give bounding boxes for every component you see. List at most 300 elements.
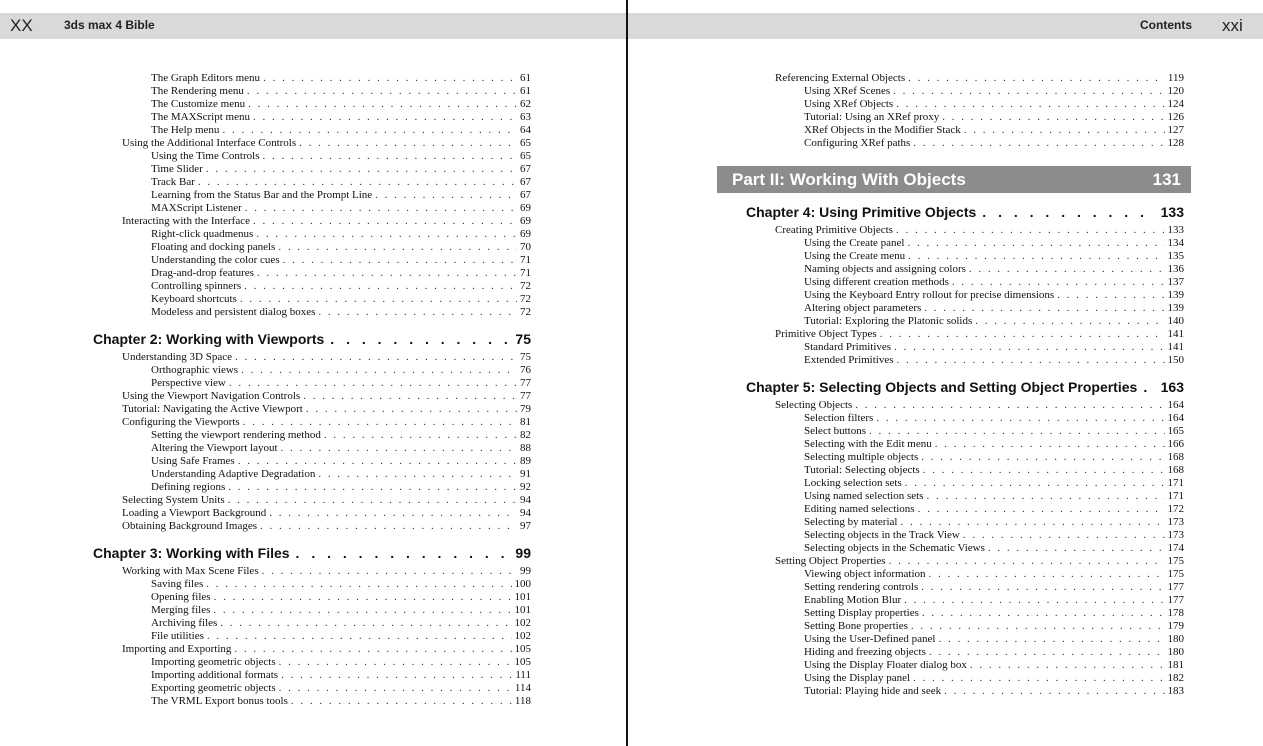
- toc-entry-title: The Help menu: [151, 124, 220, 136]
- dot-leader: [938, 633, 1164, 646]
- toc-entry-page: 61: [520, 85, 531, 97]
- dot-leader: [921, 581, 1164, 594]
- toc-entry: [93, 494, 531, 507]
- dot-leader: [262, 565, 517, 578]
- toc-entry-title: Selecting multiple objects: [804, 451, 919, 463]
- toc-entry: [93, 72, 531, 85]
- toc-entry: [746, 685, 1184, 698]
- toc-entry-title: Archiving files: [151, 617, 218, 629]
- dot-leader: [222, 124, 517, 137]
- toc-entry: [93, 403, 531, 416]
- toc-entry-page: 165: [1167, 425, 1184, 437]
- toc-entry: [746, 302, 1184, 315]
- toc-entry-title: Selecting objects in the Schematic Views: [804, 542, 985, 554]
- toc-block: [93, 351, 531, 533]
- toc-entry: [93, 390, 531, 403]
- dot-leader: [206, 163, 517, 176]
- toc-entry-page: 124: [1167, 98, 1184, 110]
- toc-entry-title: Using the Keyboard Entry rollout for precise dimensions: [804, 289, 1055, 301]
- dot-leader: [306, 403, 517, 416]
- dot-leader: [318, 306, 517, 319]
- toc-entry-page: 175: [1167, 568, 1184, 580]
- toc-entry-title: Working with Max Scene Files: [122, 565, 259, 577]
- chapter-page: 99: [515, 545, 531, 561]
- toc-entry-page: 91: [520, 468, 531, 480]
- toc-entry-title: Track Bar: [151, 176, 195, 188]
- toc-entry: [93, 137, 531, 150]
- toc-entry-title: MAXScript Listener: [151, 202, 242, 214]
- dot-leader: [256, 228, 517, 241]
- toc-column: [93, 72, 531, 708]
- dot-leader: [269, 507, 517, 520]
- toc-entry: [93, 163, 531, 176]
- toc-entry: [746, 581, 1184, 594]
- running-header: [628, 13, 1263, 39]
- toc-entry-title: Exporting geometric objects: [151, 682, 276, 694]
- toc-entry: [746, 568, 1184, 581]
- toc-entry-page: 180: [1167, 633, 1184, 645]
- toc-entry-page: 69: [520, 215, 531, 227]
- toc-entry-page: 182: [1167, 672, 1184, 684]
- part-banner: [717, 166, 1191, 193]
- running-title: 3ds max 4 Bible: [64, 18, 155, 32]
- dot-leader: [921, 451, 1164, 464]
- toc-entry: [746, 263, 1184, 276]
- toc-entry: [93, 520, 531, 533]
- dot-leader: [964, 124, 1165, 137]
- toc-entry: [746, 72, 1184, 85]
- toc-entry-page: 179: [1167, 620, 1184, 632]
- toc-entry-page: 173: [1167, 529, 1184, 541]
- toc-entry: [93, 578, 531, 591]
- toc-entry: [93, 176, 531, 189]
- toc-entry: [746, 315, 1184, 328]
- toc-entry-title: File utilities: [151, 630, 204, 642]
- dot-leader: [213, 604, 511, 617]
- toc-entry-title: Selecting Objects: [775, 399, 853, 411]
- dot-leader: [324, 429, 517, 442]
- running-header: [0, 13, 626, 39]
- toc-entry-page: 141: [1167, 341, 1184, 353]
- toc-entry: [746, 555, 1184, 568]
- toc-entry-page: 173: [1167, 516, 1184, 528]
- toc-entry-page: 61: [520, 72, 531, 84]
- toc-entry-page: 94: [520, 507, 531, 519]
- toc-column: [746, 192, 1184, 698]
- toc-entry-title: Orthographic views: [151, 364, 239, 376]
- dot-leader: [876, 412, 1164, 425]
- dot-leader: [924, 302, 1164, 315]
- toc-entry-page: 63: [520, 111, 531, 123]
- toc-entry-title: The Customize menu: [151, 98, 246, 110]
- toc-entry-page: 178: [1167, 607, 1184, 619]
- toc-entry: [93, 85, 531, 98]
- toc-entry: [746, 289, 1184, 302]
- dot-leader: [238, 455, 517, 468]
- dot-leader: [253, 111, 517, 124]
- toc-block: [93, 565, 531, 708]
- toc-entry-title: Selecting by material: [804, 516, 898, 528]
- dot-leader: [291, 695, 512, 708]
- dot-leader: [880, 328, 1165, 341]
- toc-block: [93, 72, 531, 319]
- toc-entry-page: 67: [520, 176, 531, 188]
- toc-entry-title: Using different creation methods: [804, 276, 949, 288]
- dot-leader: [988, 542, 1165, 555]
- toc-entry-title: Using the Display Floater dialog box: [804, 659, 967, 671]
- toc-column: [746, 72, 1184, 150]
- dot-leader: [206, 578, 511, 591]
- toc-entry-page: 92: [520, 481, 531, 493]
- toc-entry-title: Tutorial: Exploring the Platonic solids: [804, 315, 973, 327]
- toc-entry: [93, 267, 531, 280]
- page-number: XX: [10, 16, 33, 35]
- chapter-heading: [93, 543, 531, 563]
- toc-entry: [746, 354, 1184, 367]
- dot-leader: [229, 377, 517, 390]
- toc-entry-page: 81: [520, 416, 531, 428]
- toc-entry-page: 139: [1167, 302, 1184, 314]
- toc-entry-page: 69: [520, 228, 531, 240]
- toc-entry-page: 65: [520, 137, 531, 149]
- toc-block: [746, 224, 1184, 367]
- toc-entry: [93, 351, 531, 364]
- toc-entry-title: Primitive Object Types: [775, 328, 877, 340]
- dot-leader: [278, 241, 517, 254]
- dot-leader: [296, 543, 510, 563]
- toc-entry-page: 70: [520, 241, 531, 253]
- toc-entry-title: Importing additional formats: [151, 669, 279, 681]
- toc-entry-title: Selecting with the Edit menu: [804, 438, 932, 450]
- dot-leader: [896, 98, 1164, 111]
- toc-entry-title: Importing geometric objects: [151, 656, 276, 668]
- dot-leader: [234, 643, 511, 656]
- toc-entry-page: 101: [514, 604, 531, 616]
- toc-entry: [746, 137, 1184, 150]
- toc-entry-title: Tutorial: Selecting objects: [804, 464, 920, 476]
- toc-entry-title: Referencing External Objects: [775, 72, 906, 84]
- toc-entry-page: 183: [1167, 685, 1184, 697]
- dot-leader: [375, 189, 517, 202]
- toc-entry: [93, 228, 531, 241]
- toc-entry: [746, 98, 1184, 111]
- toc-entry-title: Selection filters: [804, 412, 874, 424]
- toc-entry: [746, 672, 1184, 685]
- toc-entry: [746, 529, 1184, 542]
- toc-entry: [93, 124, 531, 137]
- toc-entry-title: Viewing object information: [804, 568, 926, 580]
- dot-leader: [235, 351, 517, 364]
- toc-entry-title: Using the Create menu: [804, 250, 906, 262]
- left-page: [0, 0, 626, 746]
- toc-entry-title: Using the Create panel: [804, 237, 905, 249]
- dot-leader: [963, 529, 1165, 542]
- toc-entry-title: Using the Time Controls: [151, 150, 260, 162]
- toc-entry-title: Defining regions: [151, 481, 226, 493]
- toc-entry: [93, 293, 531, 306]
- dot-leader: [228, 481, 517, 494]
- toc-entry-page: 172: [1167, 503, 1184, 515]
- part-title: Part II: Working With Objects: [732, 170, 966, 189]
- toc-entry-page: 175: [1167, 555, 1184, 567]
- toc-block: [746, 399, 1184, 698]
- toc-entry-page: 79: [520, 403, 531, 415]
- toc-entry: [93, 241, 531, 254]
- dot-leader: [330, 329, 509, 349]
- toc-entry-title: Saving files: [151, 578, 204, 590]
- toc-entry-page: 65: [520, 150, 531, 162]
- dot-leader: [913, 672, 1164, 685]
- dot-leader: [908, 72, 1165, 85]
- dot-leader: [220, 617, 511, 630]
- toc-entry-title: Creating Primitive Objects: [775, 224, 893, 236]
- right-page: [628, 0, 1263, 746]
- dot-leader: [253, 215, 517, 228]
- toc-entry-page: 134: [1167, 237, 1184, 249]
- dot-leader: [243, 416, 517, 429]
- toc-entry-page: 164: [1167, 412, 1184, 424]
- toc-entry: [746, 477, 1184, 490]
- toc-entry-page: 67: [520, 163, 531, 175]
- toc-entry-page: 102: [514, 617, 531, 629]
- dot-leader: [260, 520, 517, 533]
- toc-entry: [93, 429, 531, 442]
- dot-leader: [975, 315, 1164, 328]
- toc-entry-title: Time Slider: [151, 163, 203, 175]
- toc-entry: [746, 516, 1184, 529]
- toc-entry: [746, 451, 1184, 464]
- toc-entry-page: 114: [514, 682, 531, 694]
- toc-entry: [746, 250, 1184, 263]
- toc-entry-page: 97: [520, 520, 531, 532]
- dot-leader: [900, 516, 1164, 529]
- dot-leader: [279, 682, 512, 695]
- toc-entry-page: 67: [520, 189, 531, 201]
- toc-entry-page: 88: [520, 442, 531, 454]
- toc-entry: [746, 542, 1184, 555]
- toc-entry-page: 135: [1167, 250, 1184, 262]
- dot-leader: [241, 364, 517, 377]
- toc-entry-page: 136: [1167, 263, 1184, 275]
- toc-entry-page: 118: [514, 695, 531, 707]
- toc-entry: [93, 377, 531, 390]
- toc-entry-title: Controlling spinners: [151, 280, 242, 292]
- toc-entry-page: 71: [520, 254, 531, 266]
- toc-entry-title: The Rendering menu: [151, 85, 244, 97]
- dot-leader: [942, 111, 1164, 124]
- toc-entry-title: Using the Viewport Navigation Controls: [122, 390, 301, 402]
- toc-entry-title: Merging files: [151, 604, 211, 616]
- toc-entry-page: 168: [1167, 464, 1184, 476]
- dot-leader: [318, 468, 517, 481]
- toc-entry-title: Modeless and persistent dialog boxes: [151, 306, 316, 318]
- dot-leader: [299, 137, 517, 150]
- toc-entry-page: 171: [1167, 490, 1184, 502]
- toc-entry-page: 89: [520, 455, 531, 467]
- toc-entry: [93, 604, 531, 617]
- dot-leader: [918, 503, 1165, 516]
- dot-leader: [279, 656, 512, 669]
- toc-entry-title: Setting Bone properties: [804, 620, 908, 632]
- toc-entry-title: Using the Additional Interface Controls: [122, 137, 297, 149]
- dot-leader: [935, 438, 1165, 451]
- toc-entry-page: 120: [1167, 85, 1184, 97]
- toc-entry-title: Learning from the Status Bar and the Prompt Line: [151, 189, 373, 201]
- toc-entry: [93, 591, 531, 604]
- toc-entry-page: 71: [520, 267, 531, 279]
- dot-leader: [893, 85, 1164, 98]
- toc-entry: [93, 98, 531, 111]
- toc-entry-title: XRef Objects in the Modifier Stack: [804, 124, 961, 136]
- dot-leader: [929, 646, 1165, 659]
- dot-leader: [897, 354, 1165, 367]
- toc-entry-title: Editing named selections: [804, 503, 915, 515]
- toc-entry-title: Right-click quadmenus: [151, 228, 254, 240]
- toc-entry-title: Tutorial: Using an XRef proxy: [804, 111, 940, 123]
- toc-entry: [746, 503, 1184, 516]
- dot-leader: [855, 399, 1164, 412]
- toc-entry-page: 133: [1167, 224, 1184, 236]
- toc-entry: [93, 507, 531, 520]
- dot-leader: [198, 176, 517, 189]
- toc-entry-page: 94: [520, 494, 531, 506]
- toc-entry-title: Perspective view: [151, 377, 226, 389]
- toc-entry-title: Naming objects and assigning colors: [804, 263, 966, 275]
- toc-entry: [746, 328, 1184, 341]
- dot-leader: [214, 591, 512, 604]
- toc-entry: [93, 442, 531, 455]
- toc-entry: [746, 111, 1184, 124]
- toc-entry: [746, 607, 1184, 620]
- dot-leader: [244, 280, 517, 293]
- toc-entry: [93, 682, 531, 695]
- toc-entry-page: 75: [520, 351, 531, 363]
- toc-entry-title: Using Safe Frames: [151, 455, 235, 467]
- toc-entry-page: 77: [520, 390, 531, 402]
- toc-entry-title: Using XRef Scenes: [804, 85, 891, 97]
- chapter-page: 75: [515, 331, 531, 347]
- toc-entry-title: The Graph Editors menu: [151, 72, 261, 84]
- chapter-heading: [93, 329, 531, 349]
- dot-leader: [908, 250, 1164, 263]
- chapter-heading: [746, 202, 1184, 222]
- toc-entry: [746, 412, 1184, 425]
- toc-entry-title: Altering object parameters: [804, 302, 922, 314]
- dot-leader: [929, 568, 1165, 581]
- toc-entry-page: 69: [520, 202, 531, 214]
- toc-entry-page: 166: [1167, 438, 1184, 450]
- toc-entry-page: 76: [520, 364, 531, 376]
- dot-leader: [281, 442, 517, 455]
- dot-leader: [905, 477, 1165, 490]
- dot-leader: [982, 202, 1154, 222]
- toc-entry: [93, 468, 531, 481]
- toc-entry: [93, 630, 531, 643]
- toc-entry-title: Tutorial: Playing hide and seek: [804, 685, 942, 697]
- toc-entry-page: 101: [514, 591, 531, 603]
- toc-entry-page: 177: [1167, 594, 1184, 606]
- toc-entry: [93, 150, 531, 163]
- toc-entry-page: 126: [1167, 111, 1184, 123]
- chapter-title: Chapter 4: Using Primitive Objects: [746, 204, 977, 220]
- dot-leader: [904, 594, 1164, 607]
- toc-entry-title: Obtaining Background Images: [122, 520, 258, 532]
- toc-entry-title: Select buttons: [804, 425, 867, 437]
- toc-entry-title: Interacting with the Interface: [122, 215, 250, 227]
- toc-entry-title: Tutorial: Navigating the Active Viewport: [122, 403, 303, 415]
- toc-entry-title: Setting the viewport rendering method: [151, 429, 321, 441]
- toc-entry-page: 72: [520, 306, 531, 318]
- toc-entry-title: Setting Object Properties: [775, 555, 886, 567]
- toc-entry: [746, 659, 1184, 672]
- toc-entry-title: Drag-and-drop features: [151, 267, 254, 279]
- toc-entry: [93, 669, 531, 682]
- toc-entry: [746, 594, 1184, 607]
- toc-entry: [93, 364, 531, 377]
- dot-leader: [908, 237, 1165, 250]
- toc-entry: [746, 464, 1184, 477]
- toc-entry-page: 177: [1167, 581, 1184, 593]
- chapter-page: 133: [1160, 204, 1184, 220]
- toc-entry: [93, 189, 531, 202]
- chapter-title: Chapter 3: Working with Files: [93, 545, 290, 561]
- dot-leader: [281, 669, 512, 682]
- toc-entry-title: Selecting System Units: [122, 494, 225, 506]
- toc-entry-title: Setting Display properties: [804, 607, 919, 619]
- toc-entry-title: Extended Primitives: [804, 354, 894, 366]
- dot-leader: [896, 224, 1165, 237]
- toc-entry-page: 127: [1167, 124, 1184, 136]
- dot-leader: [1143, 377, 1154, 397]
- part-page: 131: [1152, 170, 1181, 189]
- toc-entry-page: 164: [1167, 399, 1184, 411]
- toc-entry: [746, 237, 1184, 250]
- toc-entry-title: Using named selection sets: [804, 490, 924, 502]
- dot-leader: [970, 659, 1165, 672]
- toc-entry-page: 141: [1167, 328, 1184, 340]
- chapter-heading: [746, 377, 1184, 397]
- toc-entry-title: The MAXScript menu: [151, 111, 250, 123]
- toc-entry-title: Understanding Adaptive Degradation: [151, 468, 316, 480]
- toc-entry: [93, 202, 531, 215]
- toc-entry-title: Loading a Viewport Background: [122, 507, 267, 519]
- toc-entry-title: Hiding and freezing objects: [804, 646, 926, 658]
- chapter-title: Chapter 5: Selecting Objects and Setting Object Properties: [746, 379, 1138, 395]
- toc-block: [746, 72, 1184, 150]
- toc-entry: [93, 254, 531, 267]
- dot-leader: [969, 263, 1165, 276]
- toc-entry-page: 128: [1167, 137, 1184, 149]
- toc-entry: [746, 633, 1184, 646]
- toc-entry: [93, 695, 531, 708]
- toc-entry-page: 105: [514, 656, 531, 668]
- dot-leader: [247, 85, 517, 98]
- toc-entry: [746, 224, 1184, 237]
- toc-entry: [93, 617, 531, 630]
- toc-entry: [93, 643, 531, 656]
- toc-entry-title: Standard Primitives: [804, 341, 892, 353]
- running-title: Contents: [1140, 18, 1192, 32]
- toc-entry-title: Configuring the Viewports: [122, 416, 240, 428]
- toc-entry-title: Opening files: [151, 591, 211, 603]
- toc-entry: [93, 111, 531, 124]
- dot-leader: [869, 425, 1164, 438]
- toc-entry: [746, 124, 1184, 137]
- dot-leader: [911, 620, 1165, 633]
- toc-entry: [746, 276, 1184, 289]
- toc-entry: [93, 280, 531, 293]
- toc-entry: [746, 646, 1184, 659]
